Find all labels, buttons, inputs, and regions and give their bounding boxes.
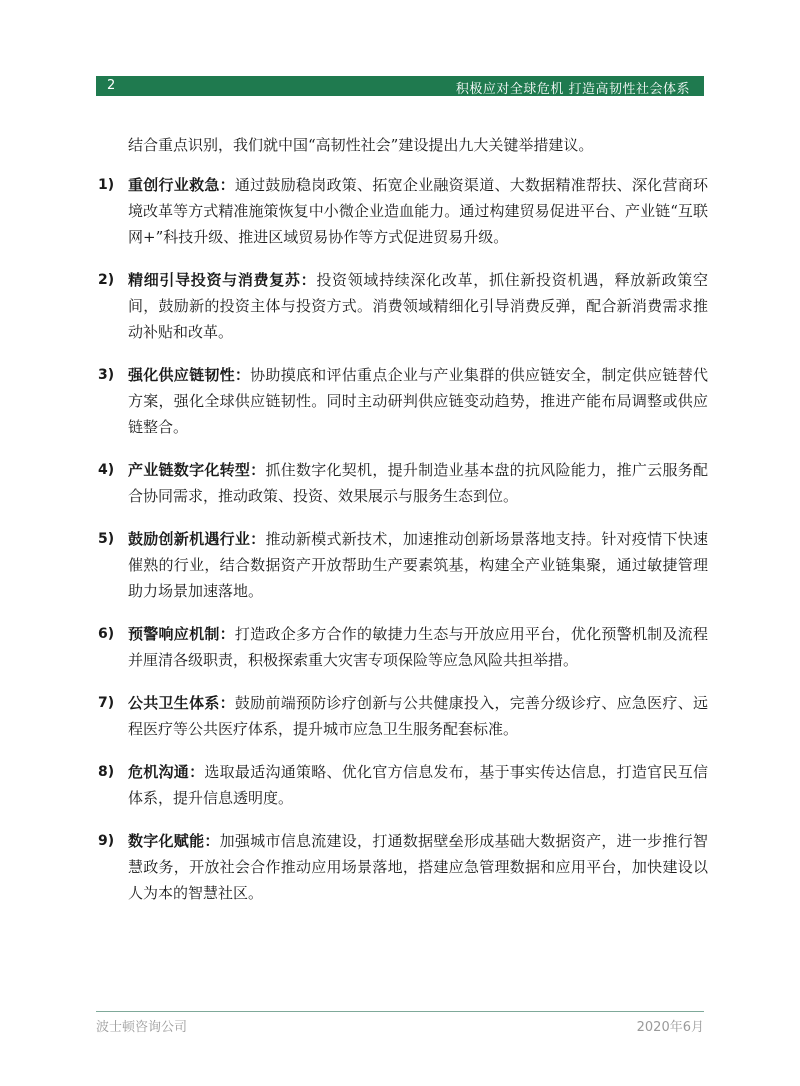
- item-label: 重创行业救急：: [128, 176, 235, 194]
- item-text: 投资领域持续深化改革，抓住新投资机遇，释放新政策空间，鼓励新的投资主体与投资方式。消费领域精细化引导消费反弹，配合新消费需求推动补贴和改革。: [128, 271, 708, 341]
- item-number: 3): [98, 367, 115, 383]
- item-label: 危机沟通：: [128, 763, 205, 781]
- item-number: 1): [98, 177, 115, 193]
- item-text: 选取最适沟通策略、优化官方信息发布，基于事实传达信息，打造官民互信体系，提升信息透明度。: [128, 763, 708, 807]
- item-text: 打造政企多方合作的敏捷力生态与开放应用平台，优化预警机制及流程并厘清各级职责，积极探索重大灾害专项保险等应急风险共担举措。: [128, 625, 708, 669]
- item-text: 抓住数字化契机，提升制造业基本盘的抗风险能力，推广云服务配合协同需求，推动政策、投资、效果展示与服务生态到位。: [128, 461, 708, 505]
- recommendation-item: [96, 267, 708, 345]
- recommendation-item: [96, 362, 708, 440]
- item-label: 强化供应链韧性：: [128, 366, 251, 384]
- item-label: 数字化赋能：: [128, 832, 220, 850]
- header-title: 积极应对全球危机 打造高韧性社会体系: [455, 82, 690, 97]
- item-number: 4): [98, 462, 115, 478]
- item-label: 预警响应机制：: [128, 625, 235, 643]
- recommendation-item: [96, 828, 708, 906]
- item-number: 2): [98, 272, 115, 288]
- item-label: 产业链数字化转型：: [128, 461, 266, 479]
- item-label: 公共卫生体系：: [128, 694, 235, 712]
- item-text: 协助摸底和评估重点企业与产业集群的供应链安全，制定供应链替代方案，强化全球供应链韧性。同时主动研判供应链变动趋势，推进产能布局调整或供应链整合。: [128, 366, 708, 436]
- item-number: 7): [98, 695, 115, 711]
- recommendation-item: [96, 526, 708, 604]
- recommendation-item: [96, 172, 708, 250]
- recommendation-item: [96, 690, 708, 742]
- header-bar: [96, 76, 704, 96]
- recommendation-item: [96, 621, 708, 673]
- item-text: 通过鼓励稳岗政策、拓宽企业融资渠道、大数据精准帮扶、深化营商环境改革等方式精准施策恢复中小微企业造血能力。通过构建贸易促进平台、产业链“互联网+”科技升级、推进区域贸易协作等方式促进贸易升级。: [128, 176, 708, 246]
- intro-paragraph: 结合重点识别，我们就中国“高韧性社会”建设提出九大关键举措建议。: [128, 136, 594, 154]
- footer-company: 波士顿咨询公司: [96, 1020, 188, 1035]
- footer-date: 2020年6月: [636, 1020, 704, 1035]
- item-number: 8): [98, 764, 115, 780]
- item-text: 鼓励前端预防诊疗创新与公共健康投入，完善分级诊疗、应急医疗、远程医疗等公共医疗体系，提升城市应急卫生服务配套标准。: [128, 694, 708, 738]
- item-label: 精细引导投资与消费复苏：: [128, 271, 317, 289]
- item-text: 加强城市信息流建设，打通数据壁垒形成基础大数据资产，进一步推行智慧政务，开放社会合作推动应用场景落地，搭建应急管理数据和应用平台，加快建设以人为本的智慧社区。: [128, 832, 708, 902]
- item-label: 鼓励创新机遇行业：: [128, 530, 266, 548]
- item-number: 5): [98, 531, 115, 547]
- page-number: 2: [107, 78, 116, 93]
- recommendation-list: [96, 172, 708, 906]
- item-number: 6): [98, 626, 115, 642]
- recommendation-item: [96, 759, 708, 811]
- footer-divider: [96, 1011, 704, 1012]
- item-text: 推动新模式新技术，加速推动创新场景落地支持。针对疫情下快速催熟的行业，结合数据资产开放帮助生产要素筑基，构建全产业链集聚，通过敏捷管理助力场景加速落地。: [128, 530, 708, 600]
- recommendation-item: [96, 457, 708, 509]
- item-number: 9): [98, 833, 115, 849]
